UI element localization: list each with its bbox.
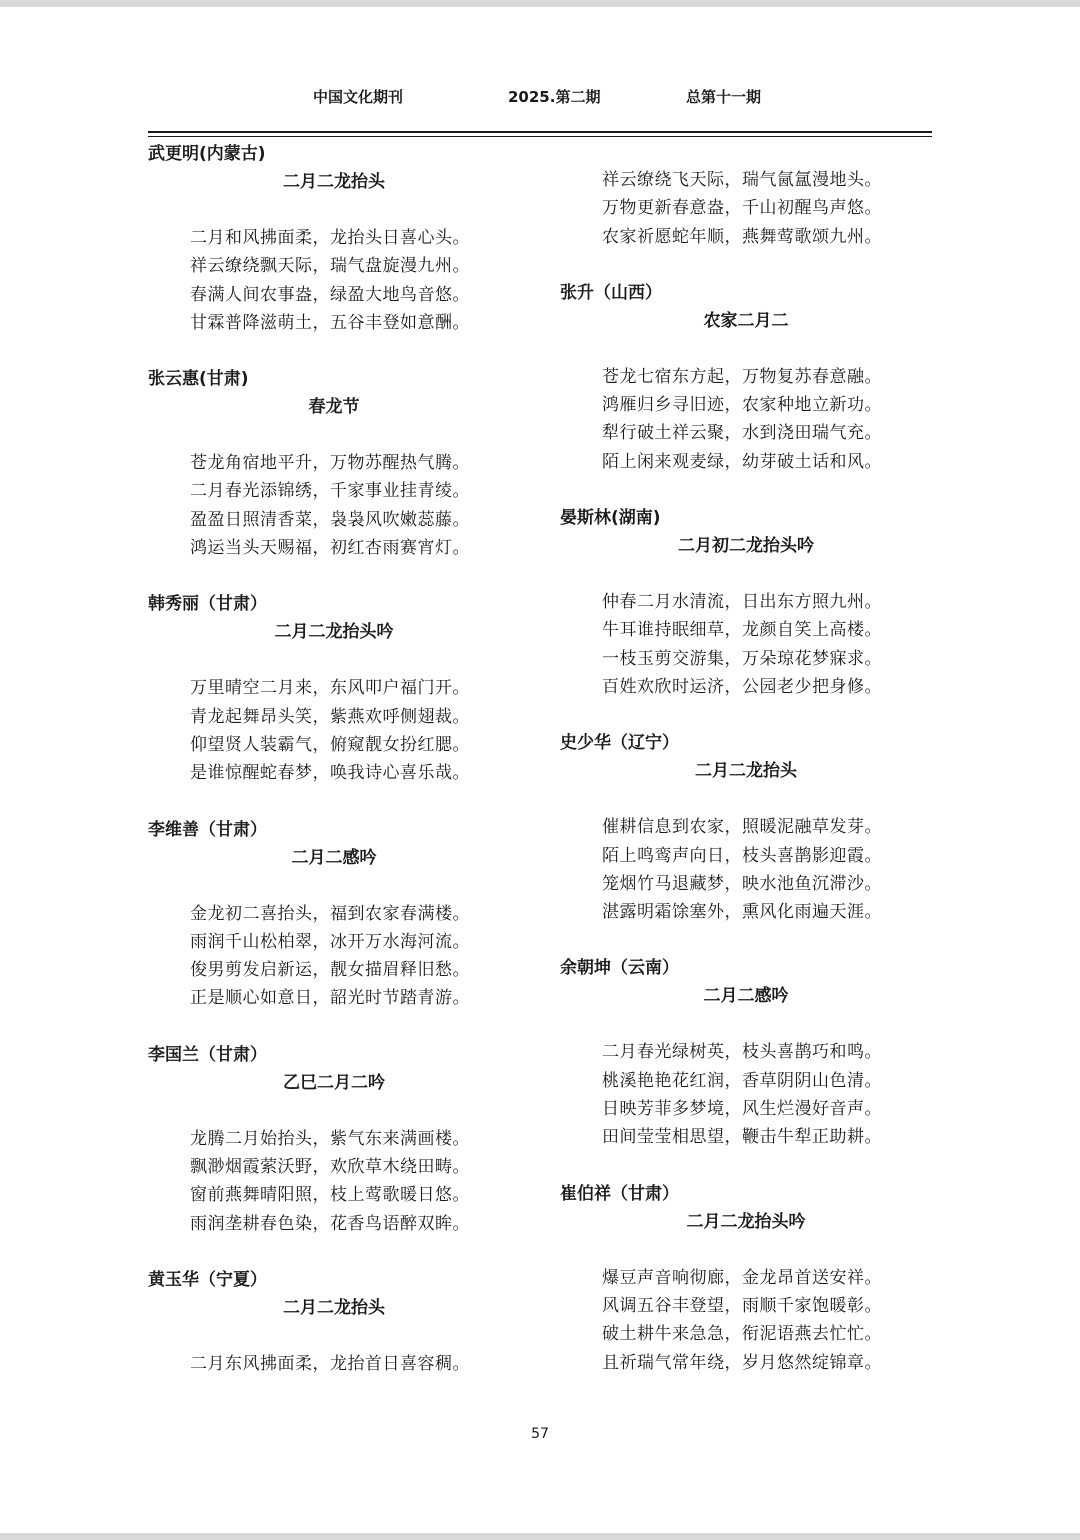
poem-title: 二月二龙抬头吟 — [686, 1211, 806, 1232]
poem-line: 金龙初二喜抬头，福到农家春满楼。 — [190, 903, 470, 924]
header-rule-thick — [148, 131, 932, 133]
poem-author: 张云惠(甘肃) — [148, 369, 249, 390]
poem-line: 一枝玉剪交游集，万朵琼花梦寐求。 — [602, 648, 882, 669]
poem-continuation — [560, 166, 940, 251]
poem-title: 二月二龙抬头吟 — [274, 622, 394, 643]
poem-line: 雨润千山松柏翠，冰开万水海河流。 — [190, 931, 470, 952]
poem-author: 史少华（辽宁） — [560, 733, 679, 754]
poem-line: 二月东风拂面柔，龙抬首日喜容稠。 — [190, 1353, 470, 1374]
poem-line: 且祈瑞气常年绕，岁月悠然绽锦章。 — [602, 1352, 882, 1373]
header-rule-thin — [148, 136, 932, 137]
poem-line: 苍龙七宿东方起，万物复苏春意融。 — [602, 366, 882, 387]
poem-line: 桃溪艳艳花红润，香草阴阴山色清。 — [602, 1070, 882, 1091]
poem-title: 春龙节 — [308, 397, 360, 418]
poem — [148, 590, 528, 815]
poem-title: 二月二龙抬头 — [695, 761, 797, 782]
poem-line: 二月春光绿树英，枝头喜鹊巧和鸣。 — [602, 1042, 882, 1063]
poem — [148, 1041, 528, 1266]
poem-line: 百姓欢欣时运济，公园老少把身修。 — [602, 676, 882, 697]
poem — [560, 729, 940, 954]
poem — [148, 365, 528, 590]
poem-line: 陌上闲来观麦绿，幼芽破土话和风。 — [602, 451, 882, 472]
poem-line: 牛耳谁持眠细草，龙颜自笑上高楼。 — [602, 620, 882, 641]
poem-line: 万里晴空二月来，东风叩户福门开。 — [190, 678, 470, 699]
poem — [148, 1266, 528, 1378]
poem-line: 鸿运当头天赐福，初红杏雨赛宵灯。 — [190, 538, 470, 559]
poem-title: 乙巳二月二吟 — [283, 1072, 385, 1093]
page-number: 57 — [531, 1426, 549, 1442]
poem-line: 雨润垄耕春色染，花香鸟语醉双眸。 — [190, 1213, 470, 1234]
poem-line: 祥云缭绕飘天际，瑞气盘旋漫九州。 — [190, 256, 470, 277]
poem-line: 笼烟竹马退藏梦，映水池鱼沉滞沙。 — [602, 873, 882, 894]
poem — [560, 954, 940, 1179]
poem-line: 鸿雁归乡寻旧迹，农家种地立新功。 — [602, 395, 882, 416]
right-column — [560, 140, 940, 1377]
poem-line: 春满人间农事盎，绿盈大地鸟音悠。 — [190, 284, 470, 305]
poem-line: 正是顺心如意日，韶光时节踏青游。 — [190, 988, 470, 1009]
poem-author: 崔伯祥（甘肃） — [560, 1183, 679, 1204]
journal-name: 中国文化期刊 — [313, 88, 404, 106]
poem-line: 万物更新春意盎，千山初醒鸟声悠。 — [602, 198, 882, 219]
poem-line: 破土耕牛来急急，衔泥语燕去忙忙。 — [602, 1324, 882, 1345]
poem — [560, 504, 940, 729]
poem-line: 爆豆声音响彻廊，金龙昂首送安祥。 — [602, 1267, 882, 1288]
running-header — [0, 86, 1080, 110]
poem-line: 农家祈愿蛇年顺，燕舞莺歌颂九州。 — [602, 226, 882, 247]
poem-line: 是谁惊醒蛇春梦，唤我诗心喜乐哉。 — [190, 763, 470, 784]
poem-author: 李维善（甘肃） — [148, 819, 267, 840]
poem-author: 武更明(内蒙古) — [148, 144, 266, 164]
poem-title: 二月二龙抬头 — [283, 1297, 385, 1318]
poem — [148, 140, 528, 365]
poem-author: 余朝坤（云南） — [560, 958, 679, 979]
poem-line: 日映芳菲多梦境，风生烂漫好音声。 — [602, 1099, 882, 1120]
poem-author: 晏斯林(湖南) — [560, 508, 661, 529]
poem-author: 李国兰（甘肃） — [148, 1044, 267, 1065]
poem-line: 田间莹莹相思望，鞭击牛犁正助耕。 — [602, 1127, 882, 1148]
left-column — [148, 140, 528, 1378]
poem-title: 二月二感吟 — [703, 986, 789, 1007]
poem-line: 二月和风拂面柔，龙抬头日喜心头。 — [190, 228, 470, 248]
total-issue-label: 总第十一期 — [686, 88, 762, 106]
poem-line: 俊男剪发启新运，靓女描眉释旧愁。 — [190, 960, 470, 981]
poem-line: 窗前燕舞晴阳照，枝上莺歌暖日悠。 — [190, 1185, 470, 1206]
poem — [148, 816, 528, 1041]
poem-title: 二月初二龙抬头吟 — [678, 536, 814, 557]
poem-line: 飘渺烟霞萦沃野，欢欣草木绕田畴。 — [190, 1157, 470, 1178]
poem-line: 苍龙角宿地平升，万物苏醒热气腾。 — [190, 453, 470, 474]
poem-author: 黄玉华（宁夏） — [148, 1269, 267, 1290]
poem-line: 仰望贤人装霸气，俯窥靓女扮红腮。 — [190, 734, 470, 755]
poem-line: 仲春二月水清流，日出东方照九州。 — [602, 592, 882, 613]
poem-line: 甘霖普降滋萌土，五谷丰登如意酬。 — [190, 312, 470, 333]
poem-title: 二月二龙抬头 — [283, 172, 385, 192]
poem — [560, 279, 940, 504]
poem-line: 湛露明霜馀塞外，熏风化雨遍天涯。 — [602, 902, 882, 923]
issue-label: 2025.第二期 — [508, 88, 601, 106]
poem-author: 韩秀丽（甘肃） — [148, 594, 267, 615]
poem-line: 龙腾二月始抬头，紫气东来满画楼。 — [190, 1128, 470, 1149]
poem-line: 催耕信息到农家，照暖泥融草发芽。 — [602, 817, 882, 838]
poem-line: 青龙起舞昂头笑，紫燕欢呼侧翅裁。 — [190, 706, 470, 727]
poem-line: 二月春光添锦绣，千家事业挂青绫。 — [190, 481, 470, 502]
poem-line: 祥云缭绕飞天际，瑞气氤氲漫地头。 — [602, 170, 882, 190]
poem-title: 二月二感吟 — [291, 847, 377, 868]
page-bottom-edge — [0, 1533, 1080, 1540]
page-top-edge — [0, 0, 1080, 7]
poem-line: 盈盈日照清香菜，袅袅风吹嫩蕊藤。 — [190, 509, 470, 530]
poem-line: 陌上鸣鸾声向日，枝头喜鹊影迎霞。 — [602, 845, 882, 866]
poem-author: 张升（山西） — [560, 282, 662, 303]
poem-line: 风调五谷丰登望，雨顺千家饱暖彰。 — [602, 1295, 882, 1316]
poem — [560, 1180, 940, 1377]
poem-title: 农家二月二 — [703, 310, 789, 331]
poem-line: 犁行破土祥云聚，水到浇田瑞气充。 — [602, 423, 882, 444]
